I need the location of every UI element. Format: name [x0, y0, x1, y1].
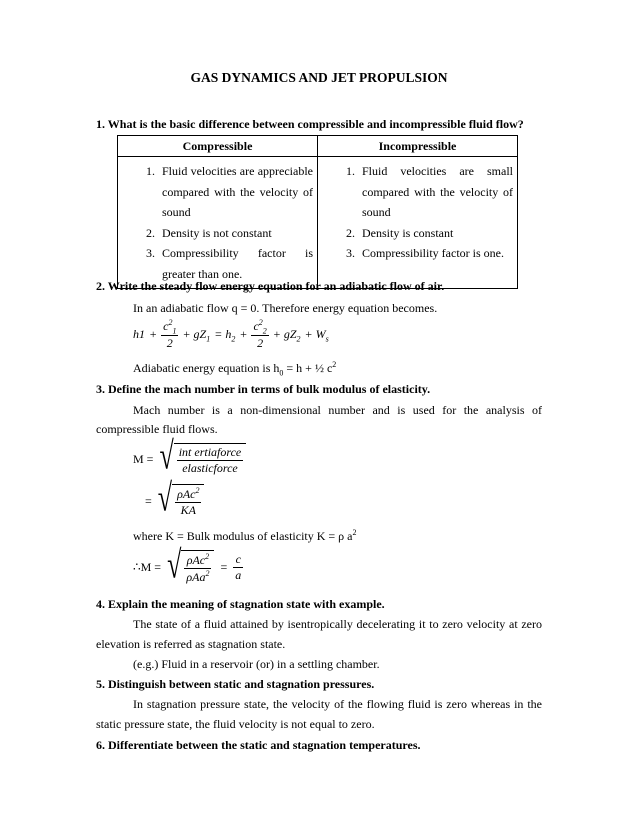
- list-item: 3. Compressibility factor is one.: [346, 246, 504, 260]
- q5-text-line2: static pressure state, the fluid velocity is not equal to zero.: [96, 717, 375, 731]
- q2-text: In an adiabatic flow q = 0. Therefore energy equation becomes.: [133, 301, 438, 315]
- question-6: 6. Differentiate between the static and stagnation temperatures.: [96, 738, 421, 752]
- comparison-table: [117, 135, 518, 289]
- question-4: 4. Explain the meaning of stagnation state with example.: [96, 597, 385, 611]
- table-body-row: [118, 157, 518, 289]
- energy-equation: h1 + $\frac{c^2_1}{2}$ + $gZ_1$ = $h_2$ + $\frac{c^2_2}{2}$ + $gZ_2$ + $W_s$: [133, 318, 329, 351]
- bulk-modulus-text: where K = Bulk modulus of elasticity K = ρ $a^2$: [133, 528, 357, 543]
- q4-text-line2: elevation is referred as stagnation state.: [96, 637, 286, 651]
- q4-text-line3: (e.g.) Fluid in a reservoir (or) in a settling chamber.: [133, 657, 380, 671]
- page-title: GAS DYNAMICS AND JET PROPULSION: [190, 70, 448, 85]
- q5-text-line1: In stagnation pressure state, the velocity of the flowing fluid is zero whereas in the: [133, 697, 542, 711]
- mach-equation-3: ∴M = √ $\frac{\rho Ac^2}{\rho Aa^2}$ = $\frac{c}{a}$: [133, 543, 242, 587]
- question-1: 1. What is the basic difference between compressible and incompressible fluid flow?: [96, 117, 524, 131]
- q4-text-line1: The state of a fluid attained by isentropically decelerating it to zero velocity at zero: [133, 617, 542, 631]
- mach-equation-2: = √ $\frac{\rho Ac^2}{KA}$: [145, 484, 204, 518]
- question-2: 2. Write the steady flow energy equation for an adiabatic flow of air.: [96, 279, 445, 293]
- compressible-cell: [118, 157, 318, 289]
- q3-text-line1: Mach number is a non-dimensional number and is used for the analysis of: [133, 403, 542, 417]
- question-3: 3. Define the mach number in terms of bulk modulus of elasticity.: [96, 382, 431, 396]
- list-item: 1. Fluid velocities are appreciable compared with the velocity of sound: [146, 164, 313, 219]
- list-item: 2. Density is constant: [346, 225, 454, 240]
- list-item: 1. Fluid velocities are small compared with the velocity of sound: [346, 164, 513, 219]
- list-item: 3. Compressibility factor is greater than one.: [146, 246, 313, 281]
- q3-text-line2: compressible fluid flows.: [96, 422, 218, 436]
- table-header-row: [118, 136, 518, 157]
- header-compressible: Compressible: [118, 136, 318, 157]
- list-item: 2. Density is not constant: [146, 225, 272, 240]
- question-5: 5. Distinguish between static and stagnation pressures.: [96, 677, 375, 691]
- incompressible-cell: [318, 157, 518, 289]
- adiabatic-equation: Adiabatic energy equation is $h_0 = h$ + ½ $c^2$: [133, 360, 337, 378]
- header-incompressible: Incompressible: [318, 136, 518, 157]
- mach-equation-1: M = √ $\frac{\text{int ertiaforce}}{\text{elasticforce}}$: [133, 443, 246, 476]
